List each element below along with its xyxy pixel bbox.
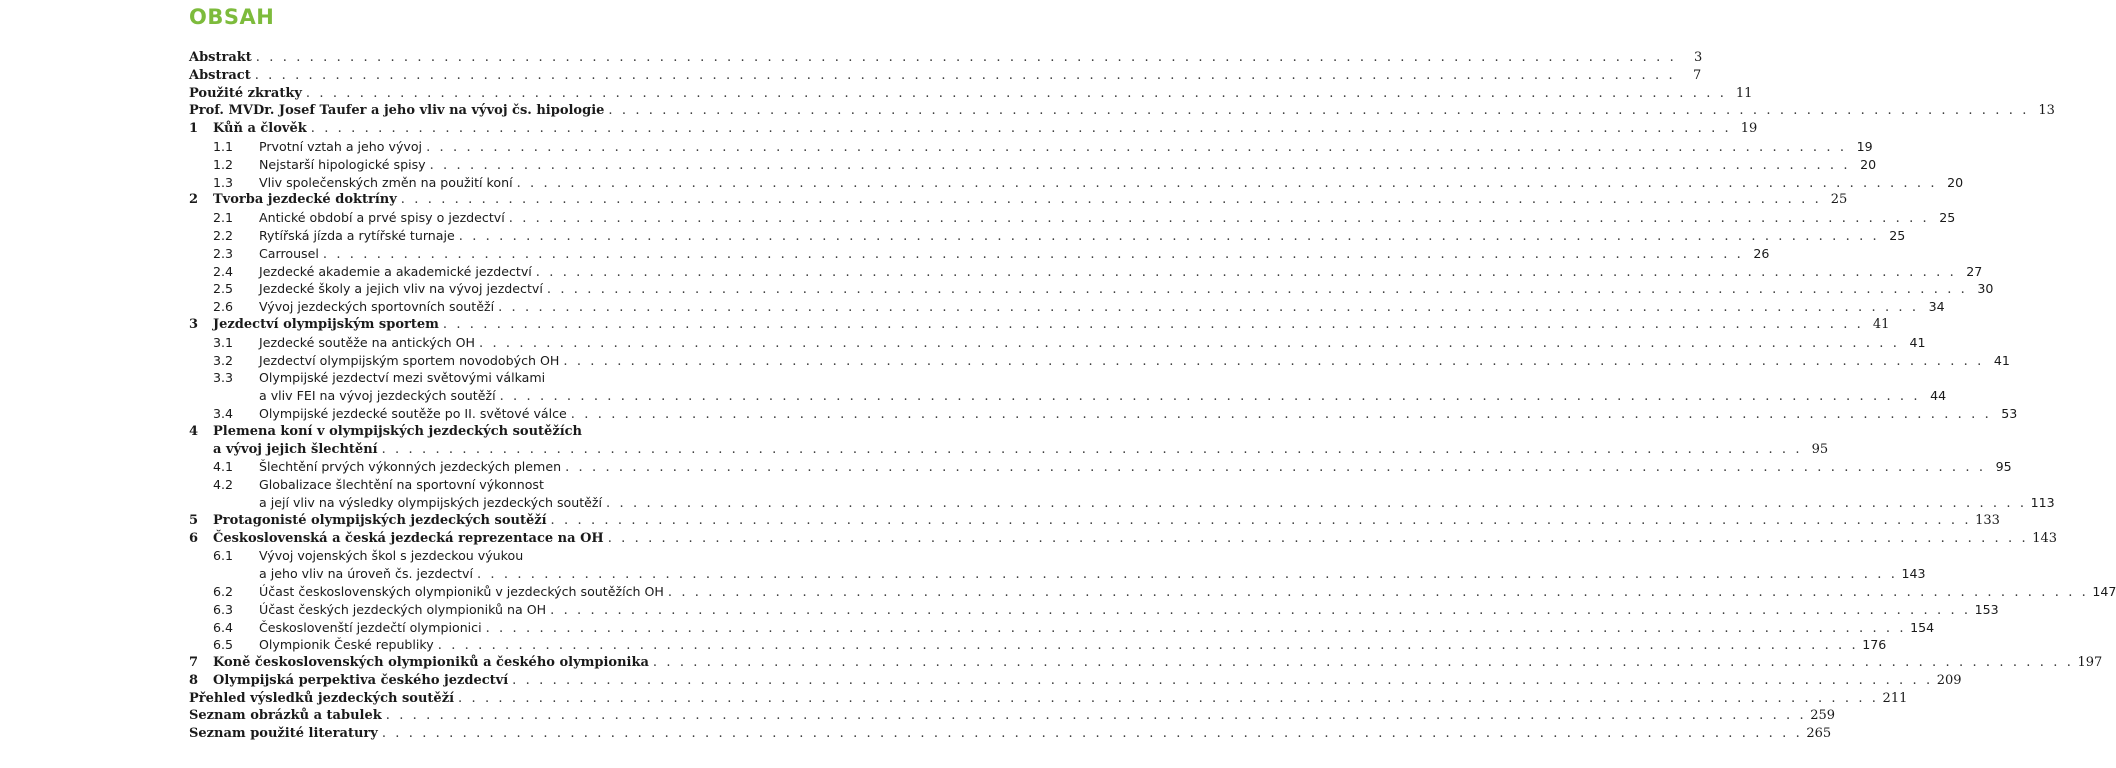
toc-entry-line bbox=[213, 423, 830, 441]
toc-entry bbox=[189, 191, 1848, 209]
toc-entry-title: Vývoj vojenských škol s jezdeckou výukou bbox=[259, 547, 527, 565]
toc-entry-title: Olympionik České republiky bbox=[259, 636, 438, 654]
toc-dot-leader: . . . . . . . . . . . . . . . . . . . . . . . . . . . . . . . . . . . . . . . . . . . . . . . . . . . . . . . . . . . . . . . . . . . . . . . . . . . . . . . . . . . . . . . . . . . . . . . . . . . . . . . . . . bbox=[606, 495, 2027, 511]
toc-entry-page: 41 bbox=[1993, 352, 2010, 368]
toc-entry-number: 2.3 bbox=[213, 245, 234, 261]
toc-dot-leader: . . . . . . . . . . . . . . . . . . . . . . . . . . . . . . . . . . . . . . . . . . . . . . . . . . . . . . . . . . . . . . . . . . . . . . . . . . . . . . . . . . . . . . . . . . . . . . . . . . . . . . . . . . bbox=[516, 175, 1938, 191]
toc-entry-line bbox=[259, 405, 2018, 424]
toc-dot-leader: . . . . . . . . . . . . . . . . . . . . . . . . . . . . . . . . . . . . . . . . . . . . . . . . . . . . . . . . . . . . . . . . . . . . . . . . . . . . . . . . . . . . . . . . . . . . . . . . . . . . . . . . . . bbox=[381, 441, 1803, 457]
toc-entry bbox=[189, 245, 1770, 263]
toc-entry bbox=[189, 601, 1999, 619]
toc-entry-line bbox=[259, 458, 2012, 477]
toc-entry-title: Carrousel bbox=[259, 245, 323, 263]
toc-entry-page: 26 bbox=[1753, 245, 1770, 261]
toc-entry-line bbox=[213, 441, 1829, 459]
toc-entry-page: 34 bbox=[1928, 299, 1945, 315]
toc-entry-number: 1.1 bbox=[213, 138, 234, 154]
toc-entry bbox=[189, 441, 1829, 459]
toc-dot-leader: . . . . . . . . . . . . . . . . . . . . . . . . . . . . . . . . . . . . . . . . . . . . . . . . . . . . . . . . . . . . . . . . . . . . . . . . . . . . . . . . . . . . . . . . . . . . . . . . . . . . . . . . . . bbox=[305, 85, 1727, 101]
toc-entry-page: 95 bbox=[1811, 441, 1829, 457]
toc-entry-line bbox=[213, 654, 2103, 672]
toc-entry bbox=[189, 672, 1962, 690]
toc-dot-leader: . . . . . . . . . . . . . . . . . . . . . . . . . . . . . . . . . . . . . . . . . . . . . . . . . . . . . . . . . . . . . . . . . . . . . . . . . . . . . . . . . . . . . . . . . . . . . . . . . . . . . . . . . . bbox=[546, 282, 1968, 298]
toc-entry-title: Jezdecké soutěže na antických OH bbox=[259, 334, 479, 352]
toc-entry-line bbox=[189, 85, 1753, 103]
toc-dot-leader: . . . . . . . . . . . . . . . . . . . . . . . . . . . . . . . . . . . . . . . . . . . . . . . . . . . . . . . . . . . . . . . . . . . . . . . . . . . . . . . . . . . . . . . . . . . . . . . . . . . . . . . . . . bbox=[478, 335, 1900, 351]
toc-dot-leader: . . . . . . . . . . . . . . . . . . . . . . . . . . . . . . . . . . . . . . . . . . . . . . . . . . . . . . . . . . . . . . . . . . . . . . . . . . . . . . . . . . . . . . . . . . . . . . . . . . . . . . . . . . bbox=[498, 300, 1919, 316]
toc-entry-page: 44 bbox=[1930, 388, 1947, 404]
toc-entry-line bbox=[213, 191, 1848, 209]
toc-entry-page: 27 bbox=[1966, 263, 1983, 279]
toc-entry-title: Abstract bbox=[189, 67, 255, 85]
toc-dot-leader: . . . . . . . . . . . . . . . . . . . . . . . . . . . . . . . . . . . . . . . . . . . . . . . . . . . . . . . . . . . . . . . . . . . . . . . . . . . . . . . . . . . . . . . . . . . . . . . . . . . . . . . . . . bbox=[310, 121, 1732, 137]
toc-entry-title: Jezdectví olympijským sportem novodobých OH bbox=[259, 352, 563, 370]
toc-entry-title: a vývoj jejich šlechtění bbox=[213, 441, 382, 459]
toc-entry-line bbox=[259, 547, 830, 565]
toc-entry-line bbox=[213, 530, 2058, 548]
toc-entry-number: 2.1 bbox=[213, 210, 234, 226]
toc-entry bbox=[189, 138, 1873, 156]
toc-dot-leader: . . . . . . . . . . . . . . . . . . . . . . . . . . . . . . . . . . . . . . . . . . . . . . . . . . . . . . . . . . . . . . . . . . . . . . . . . . . . . . . . . . . . . . . . . . . . . . . . . . . . . . . . . . bbox=[400, 192, 1822, 208]
toc-entry-line bbox=[259, 476, 830, 494]
toc-entry-number: 6.1 bbox=[213, 548, 234, 564]
toc-entry-page: 143 bbox=[1901, 566, 1926, 582]
toc-entry-number: 2.2 bbox=[213, 227, 234, 243]
toc-entry-page: 209 bbox=[1936, 672, 1962, 688]
toc-entry bbox=[189, 334, 1926, 352]
toc-entry bbox=[189, 298, 1945, 316]
toc-entry-page: 176 bbox=[1862, 637, 1887, 653]
toc-entry-page: 19 bbox=[1856, 138, 1873, 154]
toc-entry-title: a jeho vliv na úroveň čs. jezdectví bbox=[259, 565, 477, 583]
toc-entry-page: 133 bbox=[1975, 512, 2000, 528]
toc-entry-title: Účast českých jezdeckých olympioniků na OH bbox=[259, 601, 550, 619]
toc-dot-leader: . . . . . . . . . . . . . . . . . . . . . . . . . . . . . . . . . . . . . . . . . . . . . . . . . . . . . . . . . . . . . . . . . . . . . . . . . . . . . . . . . . . . . . . . . . . . . . . . . . . . . . . . . . bbox=[442, 316, 1864, 332]
toc-entry-number: 3.1 bbox=[213, 334, 234, 350]
toc-entry bbox=[189, 102, 2055, 120]
toc-entry-line bbox=[259, 619, 1935, 638]
toc-entry-page: 25 bbox=[1889, 227, 1906, 243]
toc-dot-leader: . . . . . . . . . . . . . . . . . . . . . . . . . . . . . . . . . . . . . . . . . . . . . . . . . . . . . . . . . . . . . . . . . . . . . . . . . . . . . . . . . . . . . . . . . . . . . . . . . . . . . . . . . . bbox=[426, 139, 1847, 155]
toc-entry bbox=[189, 280, 1994, 298]
toc-entry bbox=[189, 352, 2010, 370]
toc-dot-leader: . . . . . . . . . . . . . . . . . . . . . . . . . . . . . . . . . . . . . . . . . . . . . . . . . . . . . . . . . . . . . . . . . . . . . . . . . . . . . . . . . . . . . . . . . . . . . . . . . . . . . . . . . . bbox=[565, 460, 1986, 476]
toc-entry bbox=[189, 690, 1908, 708]
toc-entry-line bbox=[259, 209, 1956, 228]
toc-entry bbox=[189, 369, 830, 387]
toc-entry-title: Seznam obrázků a tabulek bbox=[189, 707, 386, 725]
toc-entry-line bbox=[259, 636, 1887, 655]
toc-dot-leader: . . . . . . . . . . . . . . . . . . . . . . . . . . . . . . . . . . . . . . . . . . . . . . . . . . . . . . . . . . . . . . . . . . . . . . . . . . . . . . . . . . . . . . . . . . . . . . . . . . . . . . . . . . bbox=[458, 690, 1879, 706]
toc-entry-line bbox=[259, 565, 1926, 584]
toc-entry-number: 1 bbox=[189, 121, 199, 137]
toc-entry-number: 8 bbox=[189, 672, 199, 688]
toc-entry-line bbox=[259, 369, 830, 387]
toc-entry-title: Vliv společenských změn na použití koní bbox=[259, 174, 517, 192]
toc-entry bbox=[189, 174, 1964, 192]
toc-entry-line bbox=[189, 67, 1702, 85]
toc-entry-line bbox=[259, 352, 2010, 371]
toc-entry-title: Protagonisté olympijských jezdeckých soutěží bbox=[213, 512, 551, 530]
toc-entry-line bbox=[259, 387, 1947, 406]
toc-entry-page: 41 bbox=[1909, 334, 1926, 350]
toc-entry-line bbox=[189, 725, 1832, 743]
toc-entry bbox=[189, 405, 2018, 423]
toc-entry-number: 5 bbox=[189, 512, 199, 528]
toc-entry-page: 11 bbox=[1735, 85, 1753, 101]
toc-entry-title: Plemena koní v olympijských jezdeckých soutěžích bbox=[213, 423, 586, 441]
toc-entry-number: 2 bbox=[189, 192, 199, 208]
toc-entry-page: 41 bbox=[1872, 316, 1890, 332]
toc-entry bbox=[189, 707, 1836, 725]
toc-heading: OBSAH bbox=[189, 5, 275, 29]
toc-dot-leader: . . . . . . . . . . . . . . . . . . . . . . . . . . . . . . . . . . . . . . . . . . . . . . . . . . . . . . . . . . . . . . . . . . . . . . . . . . . . . . . . . . . . . . . . . . . . . . . . . . . . . . . . . . bbox=[322, 246, 1744, 262]
toc-dot-leader: . . . . . . . . . . . . . . . . . . . . . . . . . . . . . . . . . . . . . . . . . . . . . . . . . . . . . . . . . . . . . . . . . . . . . . . . . . . . . . . . . . . . . . . . . . . . . . . . . . . . . . . . . . bbox=[570, 406, 1992, 422]
toc-entry-line bbox=[259, 227, 1906, 246]
toc-entry-title: Účast československých olympioniků v jezdeckých soutěžích OH bbox=[259, 583, 668, 601]
toc-dot-leader: . . . . . . . . . . . . . . . . . . . . . . . . . . . . . . . . . . . . . . . . . . . . . . . . . . . . . . . . . . . . . . . . . . . . . . . . . . . . . . . . . . . . . . . . . . . . . . . . . . . . . . . . . . bbox=[607, 530, 2029, 546]
toc-dot-leader: . . . . . . . . . . . . . . . . . . . . . . . . . . . . . . . . . . . . . . . . . . . . . . . . . . . . . . . . . . . . . . . . . . . . . . . . . . . . . . . . . . . . . . . . . . . . . . . . . . . . . . . . . . bbox=[608, 103, 2029, 119]
toc-entry bbox=[189, 85, 1753, 103]
toc-entry-page: 197 bbox=[2077, 655, 2103, 671]
toc-entry-page: 53 bbox=[2001, 405, 2018, 421]
toc-entry-line bbox=[213, 120, 1758, 138]
toc-entry-number: 1.3 bbox=[213, 174, 234, 190]
toc-entry-title: a její vliv na výsledky olympijských jezdeckých soutěží bbox=[259, 494, 606, 512]
toc-entry-title: Rytířská jízda a rytířské turnaje bbox=[259, 227, 459, 245]
toc-entry-number: 6.2 bbox=[213, 583, 234, 599]
toc-entry-line bbox=[259, 583, 2116, 602]
toc-entry-line bbox=[259, 298, 1945, 317]
toc-dot-leader: . . . . . . . . . . . . . . . . . . . . . . . . . . . . . . . . . . . . . . . . . . . . . . . . . . . . . . . . . . . . . . . . . . . . . . . . . . . . . . . . . . . . . . . . . . . . . . . . . . . . . . . . . . bbox=[381, 726, 1803, 742]
toc-dot-leader: . . . . . . . . . . . . . . . . . . . . . . . . . . . . . . . . . . . . . . . . . . . . . . . . . . . . . . . . . . . . . . . . . . . . . . . . . . . . . . . . . . . . . . . . . . . . . . . . . . . . . . . . . . bbox=[512, 672, 1933, 688]
toc-dot-leader: . . . . . . . . . . . . . . . . . . . . . . . . . . . . . . . . . . . . . . . . . . . . . . . . . . . . . . . . . . . . . . . . . . . . . . . . . . . . . . . . . . . . . . . . . . . . . . . . . . . . . . . . . . bbox=[508, 211, 1930, 227]
toc-entry-line bbox=[189, 49, 1703, 67]
toc-entry-page: 3 bbox=[1694, 50, 1703, 65]
toc-dot-leader: . . . . . . . . . . . . . . . . . . . . . . . . . . . . . . . . . . . . . . . . . . . . . . . . . . . . . . . . . . . . . . . . . . . . . . . . . . . . . . . . . . . . . . . . . . . . . . . . . . . . . . . . . . bbox=[499, 389, 1921, 405]
toc-entry-title: Nejstarší hipologické spisy bbox=[259, 156, 430, 174]
toc-entry-page: 259 bbox=[1810, 708, 1836, 724]
toc-entry bbox=[189, 120, 1758, 138]
toc-entry-number: 2.4 bbox=[213, 263, 234, 279]
toc-entry-number: 4.2 bbox=[213, 477, 234, 493]
toc-entry-title: Globalizace šlechtění na sportovní výkonnost bbox=[259, 476, 548, 494]
toc-entry-page: 95 bbox=[1995, 459, 2012, 475]
toc-entry-number: 3 bbox=[189, 316, 199, 332]
toc-entry-number: 2.6 bbox=[213, 299, 234, 315]
toc-dot-leader: . . . . . . . . . . . . . . . . . . . . . . . . . . . . . . . . . . . . . . . . . . . . . . . . . . . . . . . . . . . . . . . . . . . . . . . . . . . . . . . . . . . . . . . . . . . . . . . . . . . . . . . . . . bbox=[667, 584, 2089, 600]
toc-entry-page: 20 bbox=[1947, 174, 1964, 190]
toc-entry bbox=[189, 458, 2012, 476]
toc-entry bbox=[189, 423, 830, 441]
toc-entry-page: 153 bbox=[1974, 601, 1999, 617]
toc-entry bbox=[189, 565, 1926, 583]
toc-entry bbox=[189, 583, 2116, 601]
toc-entry-title: Jezdecké akademie a akademické jezdectví bbox=[259, 263, 536, 281]
toc-entry-title: Prvotní vztah a jeho vývoj bbox=[259, 138, 426, 156]
toc-entry bbox=[189, 387, 1947, 405]
toc-dot-leader: . . . . . . . . . . . . . . . . . . . . . . . . . . . . . . . . . . . . . . . . . . . . . . . . . . . . . . . . . . . . . . . . . . . . . . . . . . . . . . . . . . . . . . . . . . . . . . . . . . . . . . . . . . bbox=[476, 567, 1898, 583]
toc-entry-line bbox=[189, 102, 2055, 120]
toc-dot-leader: . . . . . . . . . . . . . . . . . . . . . . . . . . . . . . . . . . . . . . . . . . . . . . . . . . . . . . . . . . . . . . . . . . . . . . . . . . . . . . . . . . . . . . . . . . . . . . . . . . . . . . . . . . bbox=[458, 228, 1880, 244]
toc-entry bbox=[189, 49, 1703, 67]
toc-entry-page: 13 bbox=[2038, 103, 2055, 119]
toc-entry-page: 30 bbox=[1977, 281, 1994, 297]
toc-dot-leader: . . . . . . . . . . . . . . . . . . . . . . . . . . . . . . . . . . . . . . . . . . . . . . . . . . . . . . . . . . . . . . . . . . . . . . . . . . . . . . . . . . . . . . . . . . . . . . . . . . . . . . . . . . bbox=[652, 655, 2074, 671]
toc-entry-title: Československá a česká jezdecká reprezentace na OH bbox=[213, 530, 608, 548]
toc-entry-number: 3.2 bbox=[213, 352, 234, 368]
toc-entry-title: Použité zkratky bbox=[189, 85, 306, 103]
toc-dot-leader: . . . . . . . . . . . . . . . . . . . . . . . . . . . . . . . . . . . . . . . . . . . . . . . . . . . . . . . . . . . . . . . . . . . . . . . . . . . . . . . . . . . . . . . . . . . . . . . . . . . . . . . . . . bbox=[254, 67, 1676, 83]
toc-entry-page: 143 bbox=[2032, 530, 2058, 546]
toc-entry-title: a vliv FEI na vývoj jezdeckých soutěží bbox=[259, 387, 500, 405]
toc-entry bbox=[189, 316, 1890, 334]
toc-entry-line bbox=[213, 512, 2000, 530]
toc-dot-leader: . . . . . . . . . . . . . . . . . . . . . . . . . . . . . . . . . . . . . . . . . . . . . . . . . . . . . . . . . . . . . . . . . . . . . . . . . . . . . . . . . . . . . . . . . . . . . . . . . . . . . . . . . . bbox=[485, 620, 1907, 636]
toc-entry bbox=[189, 67, 1702, 85]
toc-entry-title: Kůň a člověk bbox=[213, 120, 311, 138]
toc-entry-page: 25 bbox=[1939, 210, 1956, 226]
toc-entry bbox=[189, 209, 1956, 227]
toc-entry-title: Olympijská perpektiva českého jezdectví bbox=[213, 672, 512, 690]
toc-entry-page: 147 bbox=[2092, 583, 2116, 599]
toc-entry-line bbox=[259, 334, 1926, 353]
toc-entry-line bbox=[259, 174, 1964, 193]
toc-entry-title: Antické období a prvé spisy o jezdectví bbox=[259, 209, 509, 227]
toc-entry-title: Vývoj jezdeckých sportovních soutěží bbox=[259, 298, 498, 316]
toc-entry-page: 211 bbox=[1882, 690, 1908, 706]
toc-entry bbox=[189, 476, 830, 494]
toc-entry-page: 154 bbox=[1910, 619, 1935, 635]
toc-entry bbox=[189, 530, 2058, 548]
toc-entry-number: 4.1 bbox=[213, 459, 234, 475]
toc-dot-leader: . . . . . . . . . . . . . . . . . . . . . . . . . . . . . . . . . . . . . . . . . . . . . . . . . . . . . . . . . . . . . . . . . . . . . . . . . . . . . . . . . . . . . . . . . . . . . . . . . . . . . . . . . . bbox=[563, 353, 1984, 369]
toc-entry-line bbox=[259, 156, 1877, 175]
toc-entry-line bbox=[259, 263, 1983, 282]
toc-entry-line bbox=[259, 601, 1999, 620]
toc-entry-page: 20 bbox=[1860, 156, 1877, 172]
toc-entry bbox=[189, 636, 1887, 654]
toc-entry bbox=[189, 547, 830, 565]
toc-entry-title: Koně československých olympioniků a českého olympionika bbox=[213, 654, 653, 672]
toc-entry-number: 6 bbox=[189, 530, 199, 546]
toc-entry-title: Tvorba jezdecké doktríny bbox=[213, 191, 401, 209]
toc-entry-line bbox=[189, 707, 1836, 725]
toc-entry-number: 4 bbox=[189, 423, 199, 439]
toc-entry-title: Olympijské jezdectví mezi světovými válkami bbox=[259, 369, 549, 387]
toc-dot-leader: . . . . . . . . . . . . . . . . . . . . . . . . . . . . . . . . . . . . . . . . . . . . . . . . . . . . . . . . . . . . . . . . . . . . . . . . . . . . . . . . . . . . . . . . . . . . . . . . . . . . . . . . . . bbox=[550, 512, 1972, 528]
toc-entry-line bbox=[259, 138, 1873, 157]
toc-entry-number: 3.3 bbox=[213, 370, 234, 386]
toc-entry-number: 3.4 bbox=[213, 405, 234, 421]
toc-entry-line bbox=[259, 280, 1994, 299]
toc-entry-title: Jezdecké školy a jejich vliv na vývoj jezdectví bbox=[259, 280, 547, 298]
toc-entry-line bbox=[213, 672, 1962, 690]
toc-entry-title: Přehled výsledků jezdeckých soutěží bbox=[189, 690, 458, 708]
toc-entry-line bbox=[213, 316, 1890, 334]
toc-entry-number: 7 bbox=[189, 655, 199, 671]
toc-entry-page: 113 bbox=[2030, 494, 2055, 510]
toc-entry-page: 19 bbox=[1740, 121, 1758, 137]
toc-entry bbox=[189, 227, 1906, 245]
toc-entry-page: 25 bbox=[1830, 192, 1848, 208]
toc-dot-leader: . . . . . . . . . . . . . . . . . . . . . . . . . . . . . . . . . . . . . . . . . . . . . . . . . . . . . . . . . . . . . . . . . . . . . . . . . . . . . . . . . . . . . . . . . . . . . . . . . . . . . . . . . . bbox=[429, 157, 1851, 173]
toc-entry-title: Olympijské jezdecké soutěže po II. světové válce bbox=[259, 405, 571, 423]
toc-entry-page: 265 bbox=[1806, 726, 1832, 742]
toc-entry-title: Jezdectví olympijským sportem bbox=[213, 316, 443, 334]
toc-dot-leader: . . . . . . . . . . . . . . . . . . . . . . . . . . . . . . . . . . . . . . . . . . . . . . . . . . . . . . . . . . . . . . . . . . . . . . . . . . . . . . . . . . . . . . . . . . . . . . . . . . . . . . . . . . bbox=[535, 264, 1957, 280]
toc-entry-line bbox=[189, 690, 1908, 708]
toc-entry bbox=[189, 263, 1983, 281]
toc-entry-title: Prof. MVDr. Josef Taufer a jeho vliv na vývoj čs. hipologie bbox=[189, 102, 608, 120]
toc-entry-title: Šlechtění prvých výkonných jezdeckých plemen bbox=[259, 458, 565, 476]
table-of-contents bbox=[189, 49, 2116, 743]
toc-entry bbox=[189, 654, 2103, 672]
toc-entry-line bbox=[259, 245, 1770, 264]
toc-entry-page: 7 bbox=[1692, 67, 1702, 83]
toc-entry-number: 6.4 bbox=[213, 619, 234, 635]
toc-dot-leader: . . . . . . . . . . . . . . . . . . . . . . . . . . . . . . . . . . . . . . . . . . . . . . . . . . . . . . . . . . . . . . . . . . . . . . . . . . . . . . . . . . . . . . . . . . . . . . . . . . . . . . . . . . bbox=[255, 50, 1677, 65]
toc-entry-title: Abstrakt bbox=[189, 49, 256, 67]
toc-entry bbox=[189, 156, 1877, 174]
toc-dot-leader: . . . . . . . . . . . . . . . . . . . . . . . . . . . . . . . . . . . . . . . . . . . . . . . . . . . . . . . . . . . . . . . . . . . . . . . . . . . . . . . . . . . . . . . . . . . . . . . . . . . . . . . . . . bbox=[385, 708, 1807, 724]
toc-entry-title: Seznam použité literatury bbox=[189, 725, 382, 743]
toc-entry-number: 6.3 bbox=[213, 601, 234, 617]
toc-entry bbox=[189, 512, 2000, 530]
toc-entry bbox=[189, 725, 1832, 743]
toc-dot-leader: . . . . . . . . . . . . . . . . . . . . . . . . . . . . . . . . . . . . . . . . . . . . . . . . . . . . . . . . . . . . . . . . . . . . . . . . . . . . . . . . . . . . . . . . . . . . . . . . . . . . . . . . . . bbox=[437, 638, 1859, 654]
toc-entry bbox=[189, 619, 1935, 637]
toc-entry-line bbox=[259, 494, 2055, 513]
toc-entry-title: Českoslovenští jezdečtí olympionici bbox=[259, 619, 486, 637]
toc-entry-number: 6.5 bbox=[213, 637, 234, 653]
toc-entry-number: 2.5 bbox=[213, 281, 234, 297]
toc-entry bbox=[189, 494, 2055, 512]
toc-dot-leader: . . . . . . . . . . . . . . . . . . . . . . . . . . . . . . . . . . . . . . . . . . . . . . . . . . . . . . . . . . . . . . . . . . . . . . . . . . . . . . . . . . . . . . . . . . . . . . . . . . . . . . . . . . bbox=[550, 602, 1971, 618]
toc-entry-number: 1.2 bbox=[213, 156, 234, 172]
